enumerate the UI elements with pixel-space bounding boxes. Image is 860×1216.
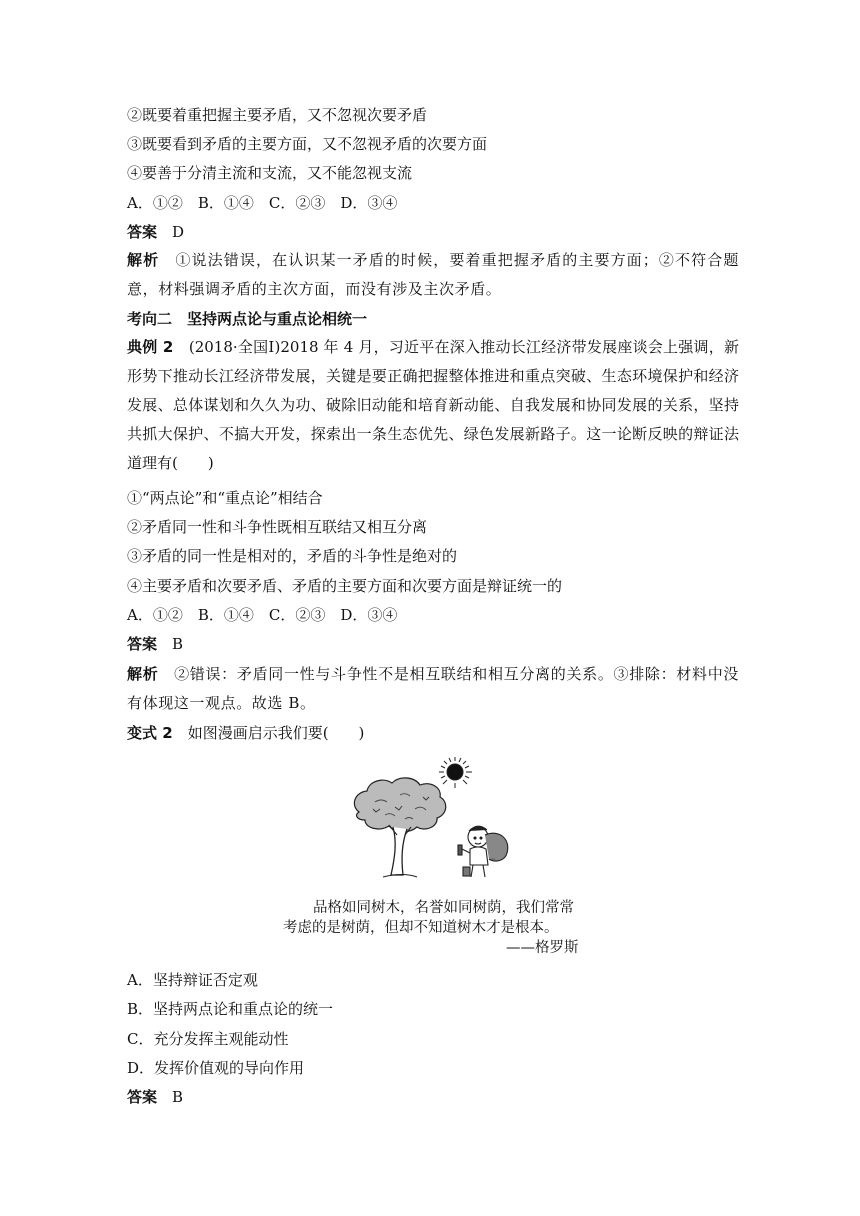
example-2-question xyxy=(127,333,739,478)
option-2: ②既要着重把握主要矛盾，又不忽视次要矛盾 xyxy=(127,106,428,124)
boy-icon xyxy=(458,826,508,877)
example-answer-line xyxy=(127,634,183,654)
answer-value: B xyxy=(172,635,184,653)
answer-label: 答案 xyxy=(127,1088,158,1106)
example-option-3: ③矛盾的同一性是相对的，矛盾的斗争性是绝对的 xyxy=(127,547,458,565)
answer-choices: A．①② B．①④ C．②③ D．③④ xyxy=(127,194,398,212)
variant-answer-line xyxy=(127,1087,183,1107)
variant-option-a: A．坚持辩证否定观 xyxy=(127,971,258,989)
caption-line-1: 品格如同树木，名誉如同树荫，我们常常 xyxy=(313,900,574,916)
variant-question: 如图漫画启示我们要( ) xyxy=(187,724,365,742)
explanation xyxy=(127,246,739,304)
explanation-label: 解析 xyxy=(127,665,159,683)
section-heading: 考向二 坚持两点论与重点论相统一 xyxy=(127,310,368,328)
cartoon-tree-and-boy xyxy=(345,757,525,890)
variant-option-c: C．充分发挥主观能动性 xyxy=(127,1030,289,1048)
answer-value: D xyxy=(172,223,185,241)
example-label: 典例 2 xyxy=(127,338,174,356)
explanation-label: 解析 xyxy=(127,251,160,269)
answer-label: 答案 xyxy=(127,223,158,241)
option-3: ③既要看到矛盾的主要方面，又不忽视矛盾的次要方面 xyxy=(127,135,488,153)
option-4: ④要善于分清主流和支流，又不能忽视支流 xyxy=(127,164,413,182)
answer-label: 答案 xyxy=(127,635,158,653)
variant-2-question xyxy=(127,723,364,743)
caption-line-2: 考虑的是树荫，但却不知道树木才是根本。 xyxy=(283,920,559,936)
example-text: (2018·全国Ⅰ)2018 年 4 月，习近平在深入推动长江经济带发展座谈会上强调，新形势下推动长江经济带发展，关键是要正确把握整体推进和重点突破、生态环境保护和经济发展、总体谋划和久久为功、破除旧动能和培育新动能、自我发展和协同发展的关系，坚持共抓大保护、不搞大开发，探索出一条生态优先、绿色发展新路子。这一论断反映的辩证法道理有( ) xyxy=(127,338,739,472)
example-explanation xyxy=(127,660,739,718)
example-option-2: ②矛盾同一性和斗争性既相互联结又相互分离 xyxy=(127,518,428,536)
answer-line xyxy=(127,222,184,242)
example-answer-choices: A．①② B．①④ C．②③ D．③④ xyxy=(127,606,398,624)
explanation-text: ②错误：矛盾同一性与斗争性不是相互联结和相互分离的关系。③排除：材料中没有体现这一观点。故选 B。 xyxy=(127,665,739,712)
variant-option-b: B．坚持两点论和重点论的统一 xyxy=(127,1000,334,1018)
answer-value: B xyxy=(172,1088,184,1106)
example-option-4: ④主要矛盾和次要矛盾、矛盾的主要方面和次要方面是辩证统一的 xyxy=(127,577,563,595)
tree-icon xyxy=(354,778,445,877)
example-option-1: ①“两点论”和“重点论”相结合 xyxy=(127,489,323,507)
svg-text:~: ~ xyxy=(491,856,497,863)
variant-option-d: D．发挥价值观的导向作用 xyxy=(127,1059,305,1077)
variant-label: 变式 2 xyxy=(127,724,173,742)
sun-icon xyxy=(439,757,472,788)
explanation-text: ①说法错误，在认识某一矛盾的时候，要着重把握矛盾的主要方面；②不符合题意，材料强调矛盾的主次方面，而没有涉及主次矛盾。 xyxy=(127,251,739,298)
caption-author: ——格罗斯 xyxy=(506,940,579,956)
